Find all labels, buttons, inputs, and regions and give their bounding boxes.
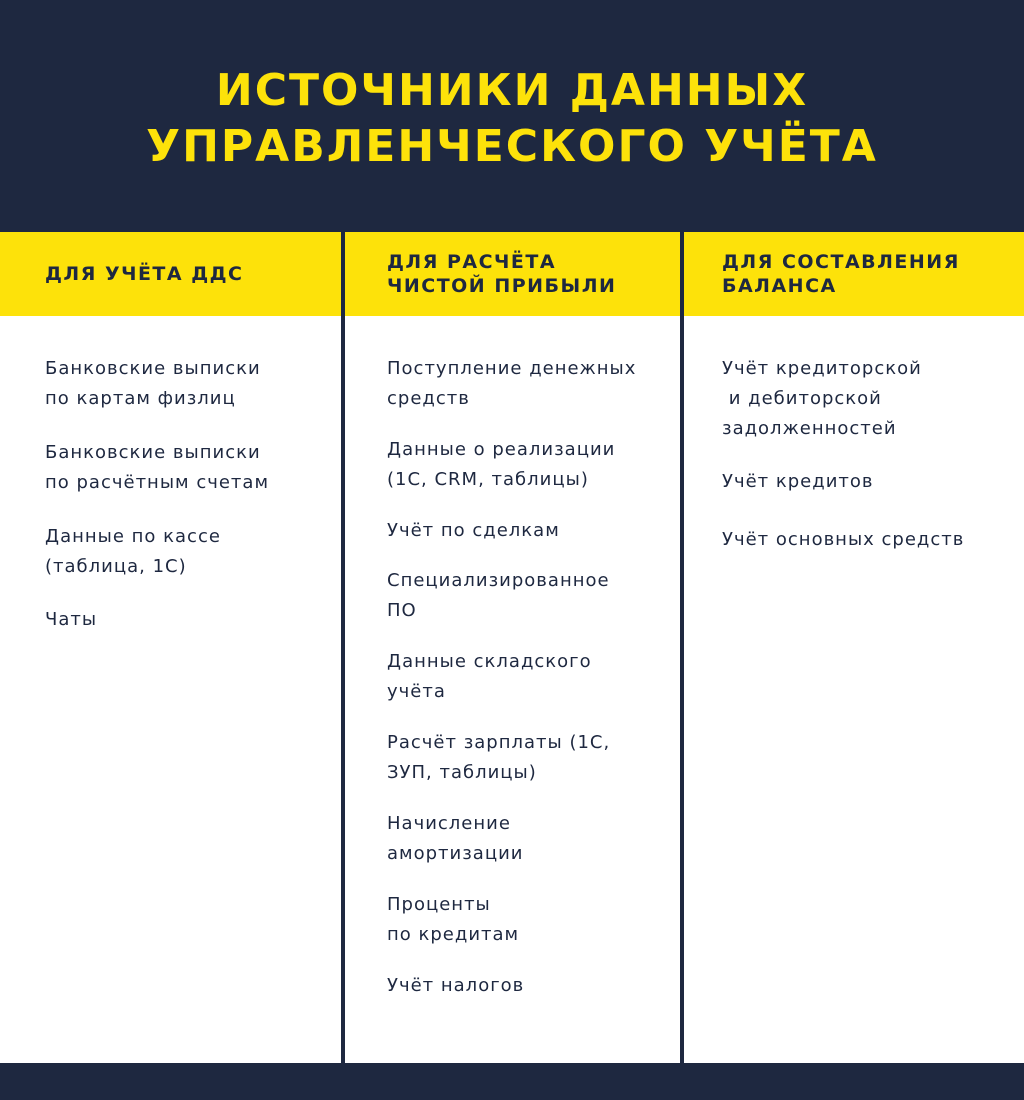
list-item: Банковские выписки по расчётным счетам bbox=[45, 442, 270, 493]
list-item: Расчёт зарплаты (1С, ЗУП, таблицы) bbox=[387, 732, 611, 783]
list-item: Данные о реализации (1С, CRM, таблицы) bbox=[387, 439, 616, 490]
column-header bbox=[0, 232, 341, 316]
list-item: Учёт основных средств bbox=[722, 529, 965, 550]
list-item: Чаты bbox=[45, 609, 98, 630]
page-title-line-2: УПРАВЛЕНЧЕСКОГО УЧЁТА bbox=[146, 121, 878, 172]
list-item: Проценты по кредитам bbox=[387, 894, 520, 945]
list-item: Учёт кредитов bbox=[722, 471, 874, 492]
list-item: Учёт кредиторской и дебиторской задолженностей bbox=[722, 358, 922, 439]
list-item: Учёт налогов bbox=[387, 975, 525, 996]
column-header-label: ДЛЯ УЧЁТА ДДС bbox=[45, 263, 244, 285]
list-item: Данные по кассе (таблица, 1С) bbox=[45, 526, 221, 577]
column-header-label: ДЛЯ РАСЧЁТА ЧИСТОЙ ПРИБЫЛИ bbox=[387, 251, 617, 297]
column-header bbox=[345, 232, 680, 316]
list-item: Учёт по сделкам bbox=[387, 520, 560, 541]
list-item: Поступление денежных средств bbox=[387, 358, 637, 409]
footer-bar bbox=[0, 1063, 1024, 1100]
column-header-label: ДЛЯ СОСТАВЛЕНИЯ БАЛАНСА bbox=[722, 251, 960, 297]
column-net-profit bbox=[345, 232, 680, 1063]
list-item: Начисление амортизации bbox=[387, 813, 524, 864]
page-title-line-1: ИСТОЧНИКИ ДАННЫХ bbox=[215, 65, 809, 116]
column-dds bbox=[0, 232, 341, 1063]
list-item: Данные складского учёта bbox=[387, 651, 592, 702]
list-item: Специализированное ПО bbox=[387, 570, 610, 621]
list-item: Банковские выписки по картам физлиц bbox=[45, 358, 261, 409]
column-header bbox=[684, 232, 1024, 316]
column-balance bbox=[684, 232, 1024, 1063]
header-banner bbox=[0, 0, 1024, 232]
